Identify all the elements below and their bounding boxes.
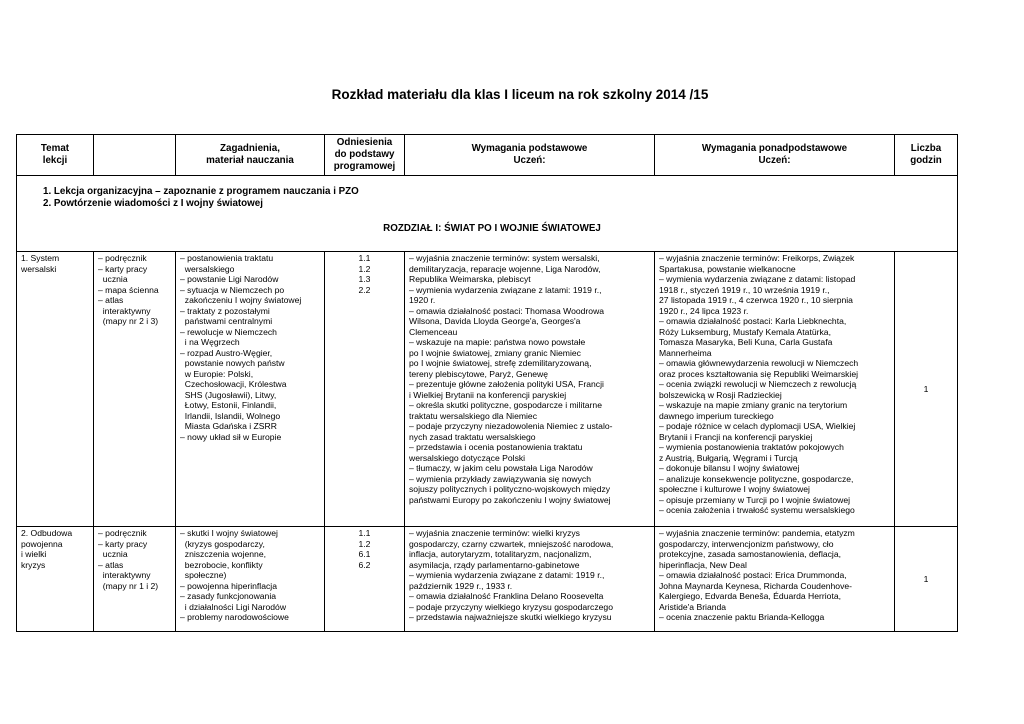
cell-line: – wyjaśnia znaczenie terminów: wielki kryzys xyxy=(409,528,580,538)
intro-item: 1. Lekcja organizacyjna – zapoznanie z programem nauczania i PZO xyxy=(43,186,359,197)
header-topic: Temat lekcji xyxy=(17,135,94,176)
cell-line: – skutki I wojny światowej xyxy=(180,528,278,538)
cell-line: – podaje różnice w celach dyplomacji USA, Wielkiej xyxy=(659,421,856,431)
topic-cell xyxy=(17,527,94,632)
cell-line: kryzys xyxy=(21,559,46,570)
cell-line: – wymienia wydarzenia związane z datami: 1919 r., xyxy=(409,570,605,580)
cell-line: Łotwy, Estonii, Finlandii, xyxy=(180,400,277,410)
cell-line: – atlas xyxy=(98,295,124,305)
cell-line: powstanie nowych państw xyxy=(180,358,285,368)
cell-line: 1. System xyxy=(21,253,60,263)
advanced-requirements-cell xyxy=(655,527,895,632)
intro-row xyxy=(17,176,958,252)
cell-line: – prezentuje główne założenia polityki USA, Francji xyxy=(409,379,604,389)
cell-line: 6.1 xyxy=(358,549,371,559)
issues-cell xyxy=(176,252,325,527)
cell-line: – dokonuje bilansu I wojny światowej xyxy=(659,463,800,473)
cell-line: i na Węgrzech xyxy=(180,337,240,347)
issues-cell xyxy=(176,527,325,632)
header-reference: Odniesienia do podstawy programowej xyxy=(325,135,405,176)
cell-line: i działalności Ligi Narodów xyxy=(180,601,287,612)
cell-line: wersalskiego xyxy=(180,263,235,274)
cell-line: – wyjaśnia znaczenie terminów: Freikorps, Związek xyxy=(659,253,855,263)
cell-line: – powstanie Ligi Narodów xyxy=(180,274,279,284)
intro-cell xyxy=(17,176,958,252)
cell-line: – karty pracy xyxy=(98,263,148,274)
cell-line: sojuszy politycznych i polityczno-wojskowych między xyxy=(409,484,611,494)
cell-line: państwami centralnymi xyxy=(180,316,273,326)
cell-line: (kryzys gospodarczy, xyxy=(180,538,265,549)
hours-cell: 1 xyxy=(895,527,958,632)
cell-line: – wymienia wydarzenia związane z latami: 1919 r., xyxy=(409,284,602,295)
cell-line: – nowy układ sił w Europie xyxy=(180,431,282,442)
cell-line: 27 listopada 1919 r., 4 czerwca 1920 r., 10 sierpnia xyxy=(659,295,853,305)
cell-line: – wymienia wydarzenia związane z datami: listopad xyxy=(659,274,856,284)
cell-line: wersalski xyxy=(21,263,57,274)
cell-line: dawnego imperium tureckiego xyxy=(659,410,774,421)
cell-line: asymilacja, rządy parlamentarno-gabinetowe xyxy=(409,559,580,570)
cell-line: – ocenia związki rewolucji w Niemczech z rewolucją xyxy=(659,379,857,389)
cell-line: – podaje przyczyny niezadowolenia Niemiec z ustalo- xyxy=(409,421,613,431)
cell-line: październik 1929 r., 1933 r. xyxy=(409,580,513,591)
cell-line: – podręcznik xyxy=(98,253,147,263)
cell-line: – omawia działalność Franklina Delano Roosevelta xyxy=(409,591,604,601)
cell-line: – wskazuje na mapie zmiany granic na terytorium xyxy=(659,400,848,410)
cell-line: zniszczenia wojenne, xyxy=(180,549,266,559)
cell-line: inflacja, autorytaryzm, totalitaryzm, nacjonalizm, xyxy=(409,549,592,559)
cell-line: – wyjaśnia znaczenie terminów: system wersalski, xyxy=(409,253,600,263)
cell-line: Tomasza Masaryka, Beli Kuna, Carla Gustafa xyxy=(659,337,833,347)
cell-line: – mapa ścienna xyxy=(98,284,159,295)
cell-line: gospodarczy, interwencjonizm państwowy, cło xyxy=(659,538,834,549)
cell-line: – przedstawia najważniejsze skutki wielkiego kryzysu xyxy=(409,612,612,622)
cell-line: po I wojnie światowej, zmiany granic Niemiec xyxy=(409,347,581,358)
cell-line: 1.1 xyxy=(358,253,371,263)
cell-line: – karty pracy xyxy=(98,538,148,549)
cell-line: – postanowienia traktatu xyxy=(180,253,274,263)
cell-line: zakończeniu I wojny światowej xyxy=(180,295,302,305)
cell-line: społeczne i kulturowe I wojny światowej xyxy=(659,484,810,494)
reference-cell xyxy=(325,252,405,527)
cell-line: SHS (Jugosławii), Litwy, xyxy=(180,389,277,400)
cell-line: 1918 r., styczeń 1919 r., 10 września 1919 r., xyxy=(659,284,830,295)
cell-line: 1.3 xyxy=(358,274,371,284)
cell-line: (mapy nr 1 i 2) xyxy=(98,580,159,591)
cell-line: Czechosłowacji, Królestwa xyxy=(180,379,287,389)
cell-line: – ocenia znaczenie paktu Brianda-Kellogga xyxy=(659,612,825,622)
chapter-heading: ROZDZIAŁ I: ŚWIAT PO I WOJNIE ŚWIATOWEJ xyxy=(383,223,601,234)
header-issues: Zagadnienia, materiał nauczania xyxy=(176,135,325,176)
reference-cell xyxy=(325,527,405,632)
cell-line: – opisuje przemiany w Turcji po I wojnie światowej xyxy=(659,494,851,505)
cell-line: Brytanii i Francji na konferencji paryskiej xyxy=(659,431,813,442)
cell-line: ucznia xyxy=(98,274,128,284)
cell-line: – wskazuje na mapie: państwa nowo powstałe xyxy=(409,337,586,347)
header-advanced: Wymagania ponadpodstawowe Uczeń: xyxy=(655,135,895,176)
materials-cell xyxy=(94,252,176,527)
cell-line: 2. Odbudowa xyxy=(21,528,73,538)
header-basic: Wymagania podstawowe Uczeń: xyxy=(405,135,655,176)
cell-line: – rewolucje w Niemczech xyxy=(180,326,277,337)
table-row xyxy=(17,252,958,527)
cell-line: – przedstawia i ocenia postanowienia traktatu xyxy=(409,442,583,452)
cell-line: 1.2 xyxy=(358,263,371,274)
cell-line: – powojenna hiperinflacja xyxy=(180,580,277,591)
cell-line: 6.2 xyxy=(358,559,371,570)
cell-line: 1.1 xyxy=(358,528,371,538)
cell-line: bezrobocie, konflikty xyxy=(180,559,263,570)
advanced-requirements-cell xyxy=(655,252,895,527)
cell-line: i Wielkiej Brytanii na konferencji paryskiej xyxy=(409,389,567,400)
cell-line: traktatu wersalskiego dla Niemiec xyxy=(409,410,538,421)
cell-line: państwami Europy po zakończeniu I wojny światowej xyxy=(409,494,611,505)
cell-line: społeczne) xyxy=(180,570,227,580)
cell-line: – określa skutki polityczne, gospodarcze i militarne xyxy=(409,400,602,410)
cell-line: po I wojnie światowej, strefę zdemilitaryzowaną, xyxy=(409,358,592,368)
cell-line: z Austrią, Bułgarią, Węgrami i Turcją xyxy=(659,452,798,463)
cell-line: (mapy nr 2 i 3) xyxy=(98,316,159,326)
cell-line: – rozpad Austro-Węgier, xyxy=(180,347,273,358)
hours-cell: 1 xyxy=(895,252,958,527)
cell-line: gospodarczy, czarny czwartek, mniejszość narodowa, xyxy=(409,538,614,549)
cell-line: Mannerheima xyxy=(659,347,712,358)
cell-line: oraz proces kształtowania się Republiki Weimarskiej xyxy=(659,368,859,379)
cell-line: demilitaryzacja, reparacje wojenne, Liga Narodów, xyxy=(409,263,601,274)
cell-line: wersalskiego dotyczące Polski xyxy=(409,452,526,463)
cell-line: nych zasad traktatu wersalskiego xyxy=(409,431,536,442)
cell-line: tereny plebiscytowe, Paryż, Genewę xyxy=(409,368,548,379)
intro-item: 2. Powtórzenie wiadomości z I wojny światowej xyxy=(43,198,263,209)
cell-line: interaktywny xyxy=(98,570,151,580)
cell-line: interaktywny xyxy=(98,305,151,316)
cell-line: – sytuacja w Niemczech po xyxy=(180,284,285,295)
cell-line: – podaje przyczyny wielkiego kryzysu gospodarczego xyxy=(409,601,613,612)
document-title: Rozkład materiału dla klas I liceum na rok szkolny 2014 /15 xyxy=(331,87,709,102)
cell-line: – analizuje konsekwencje polityczne, gospodarcze, xyxy=(659,473,854,484)
cell-line: Wilsona, Davida Lloyda George'a, Georges'a xyxy=(409,316,581,326)
cell-line: – atlas xyxy=(98,559,124,570)
cell-line: Irlandii, Islandii, Wolnego xyxy=(180,410,281,421)
cell-line: i wielki xyxy=(21,549,47,559)
cell-line: 2.2 xyxy=(358,284,371,295)
cell-line: – omawia działalność postaci: Thomasa Woodrowa xyxy=(409,305,605,316)
cell-line: – wymienia przykłady zawiązywania się nowych xyxy=(409,473,591,484)
header-row xyxy=(17,135,958,176)
cell-line: 1920 r., 24 lipca 1923 r. xyxy=(659,305,749,316)
cell-line: Kalergiego, Edvarda Beneša, Éduarda Herriota, xyxy=(659,591,842,601)
cell-line: protekcyjne, zasada samostanowienia, deflacja, xyxy=(659,549,842,559)
cell-line: Róży Luksemburg, Mustafy Kemala Atatürka, xyxy=(659,326,831,337)
cell-line: Aristide'a Brianda xyxy=(659,601,727,612)
topic-cell xyxy=(17,252,94,527)
cell-line: – tłumaczy, w jakim celu powstała Liga Narodów xyxy=(409,463,593,473)
cell-line: powojenna xyxy=(21,538,63,549)
cell-line: – omawia głównewydarzenia rewolucji w Niemczech xyxy=(659,358,859,368)
cell-line: bolszewicką w Rosji Radzieckiej xyxy=(659,389,782,400)
cell-line: – problemy narodowościowe xyxy=(180,612,289,622)
materials-cell xyxy=(94,527,176,632)
basic-requirements-cell xyxy=(405,527,655,632)
cell-line: – omawia działalność postaci: Erica Drummonda, xyxy=(659,570,847,580)
cell-line: – omawia działalność postaci: Karla Liebknechta, xyxy=(659,316,847,326)
basic-requirements-cell xyxy=(405,252,655,527)
header-hours: Liczba godzin xyxy=(895,135,958,176)
cell-line: ucznia xyxy=(98,549,128,559)
cell-line: – wymienia postanowienia traktatów pokojowych xyxy=(659,442,844,452)
cell-line: Johna Maynarda Keynesa, Richarda Coudenhove- xyxy=(659,580,853,591)
cell-line: 1.2 xyxy=(358,538,371,549)
cell-line: Clemenceau xyxy=(409,326,458,337)
cell-line: Republika Weimarska, plebiscyt xyxy=(409,274,531,284)
table-row xyxy=(17,527,958,632)
cell-line: hiperinflacja, New Deal xyxy=(659,559,747,570)
cell-line: – wyjaśnia znaczenie terminów: pandemia, etatyzm xyxy=(659,528,855,538)
header-materials xyxy=(94,135,176,176)
cell-line: Spartakusa, powstanie wielkanocne xyxy=(659,263,796,274)
cell-line: – ocenia założenia i trwałość systemu wersalskiego xyxy=(659,505,855,515)
cell-line: 1920 r. xyxy=(409,295,436,305)
cell-line: – zasady funkcjonowania xyxy=(180,591,277,601)
syllabus-table xyxy=(16,134,958,632)
cell-line: w Europie: Polski, xyxy=(180,368,254,379)
cell-line: Miasta Gdańska i ZSRR xyxy=(180,421,277,431)
cell-line: – traktaty z pozostałymi xyxy=(180,305,270,316)
cell-line: – podręcznik xyxy=(98,528,147,538)
